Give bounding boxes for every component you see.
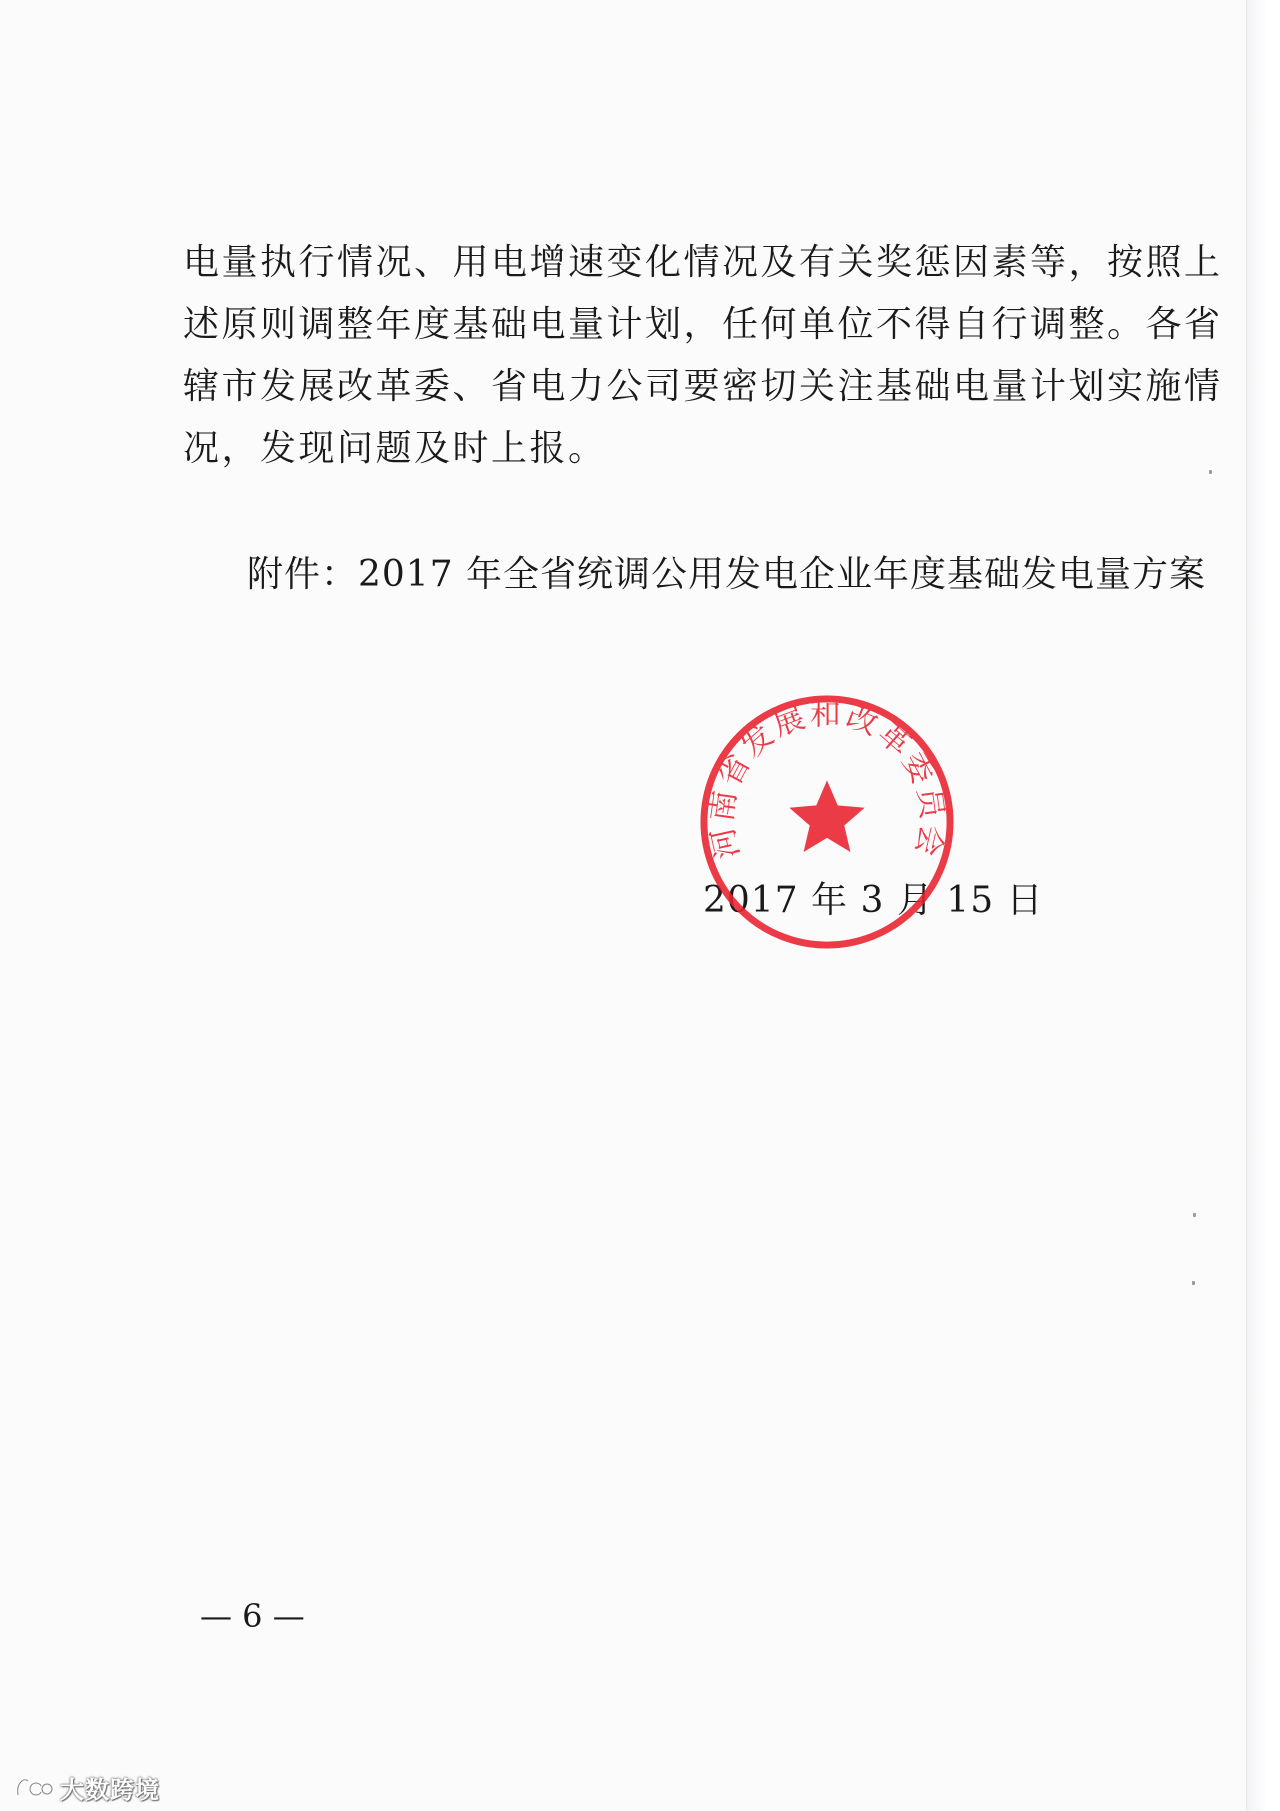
body-line: 述原则调整年度基础电量计划，任何单位不得自行调整。各省 <box>183 304 1223 345</box>
scan-speck <box>1192 1281 1195 1285</box>
scan-speck <box>1209 470 1212 474</box>
body-line: 电量执行情况、用电增速变化情况及有关奖惩因素等，按照上 <box>183 242 1223 283</box>
seal-issuer-text: 河南省发展和改革委员会 <box>703 696 951 863</box>
watermark-logo-icon <box>14 1773 54 1801</box>
body-line: 况，发现问题及时上报。 <box>183 428 607 469</box>
page-number: — 6 — <box>200 1597 305 1635</box>
seal-star-icon <box>789 780 864 852</box>
body-line: 辖市发展改革委、省电力公司要密切关注基础电量计划实施情 <box>183 366 1223 407</box>
signature-date: 2017 年 3 月 15 日 <box>703 880 1044 921</box>
official-seal <box>698 693 956 951</box>
watermark <box>14 1772 160 1802</box>
page-edge <box>1246 0 1280 1811</box>
body-paragraph <box>183 232 1223 480</box>
watermark-text: 大数跨境 <box>60 1775 160 1804</box>
scan-speck <box>1193 1213 1196 1217</box>
attachment-note: 附件：2017 年全省统调公用发电企业年度基础发电量方案 <box>247 554 1207 595</box>
